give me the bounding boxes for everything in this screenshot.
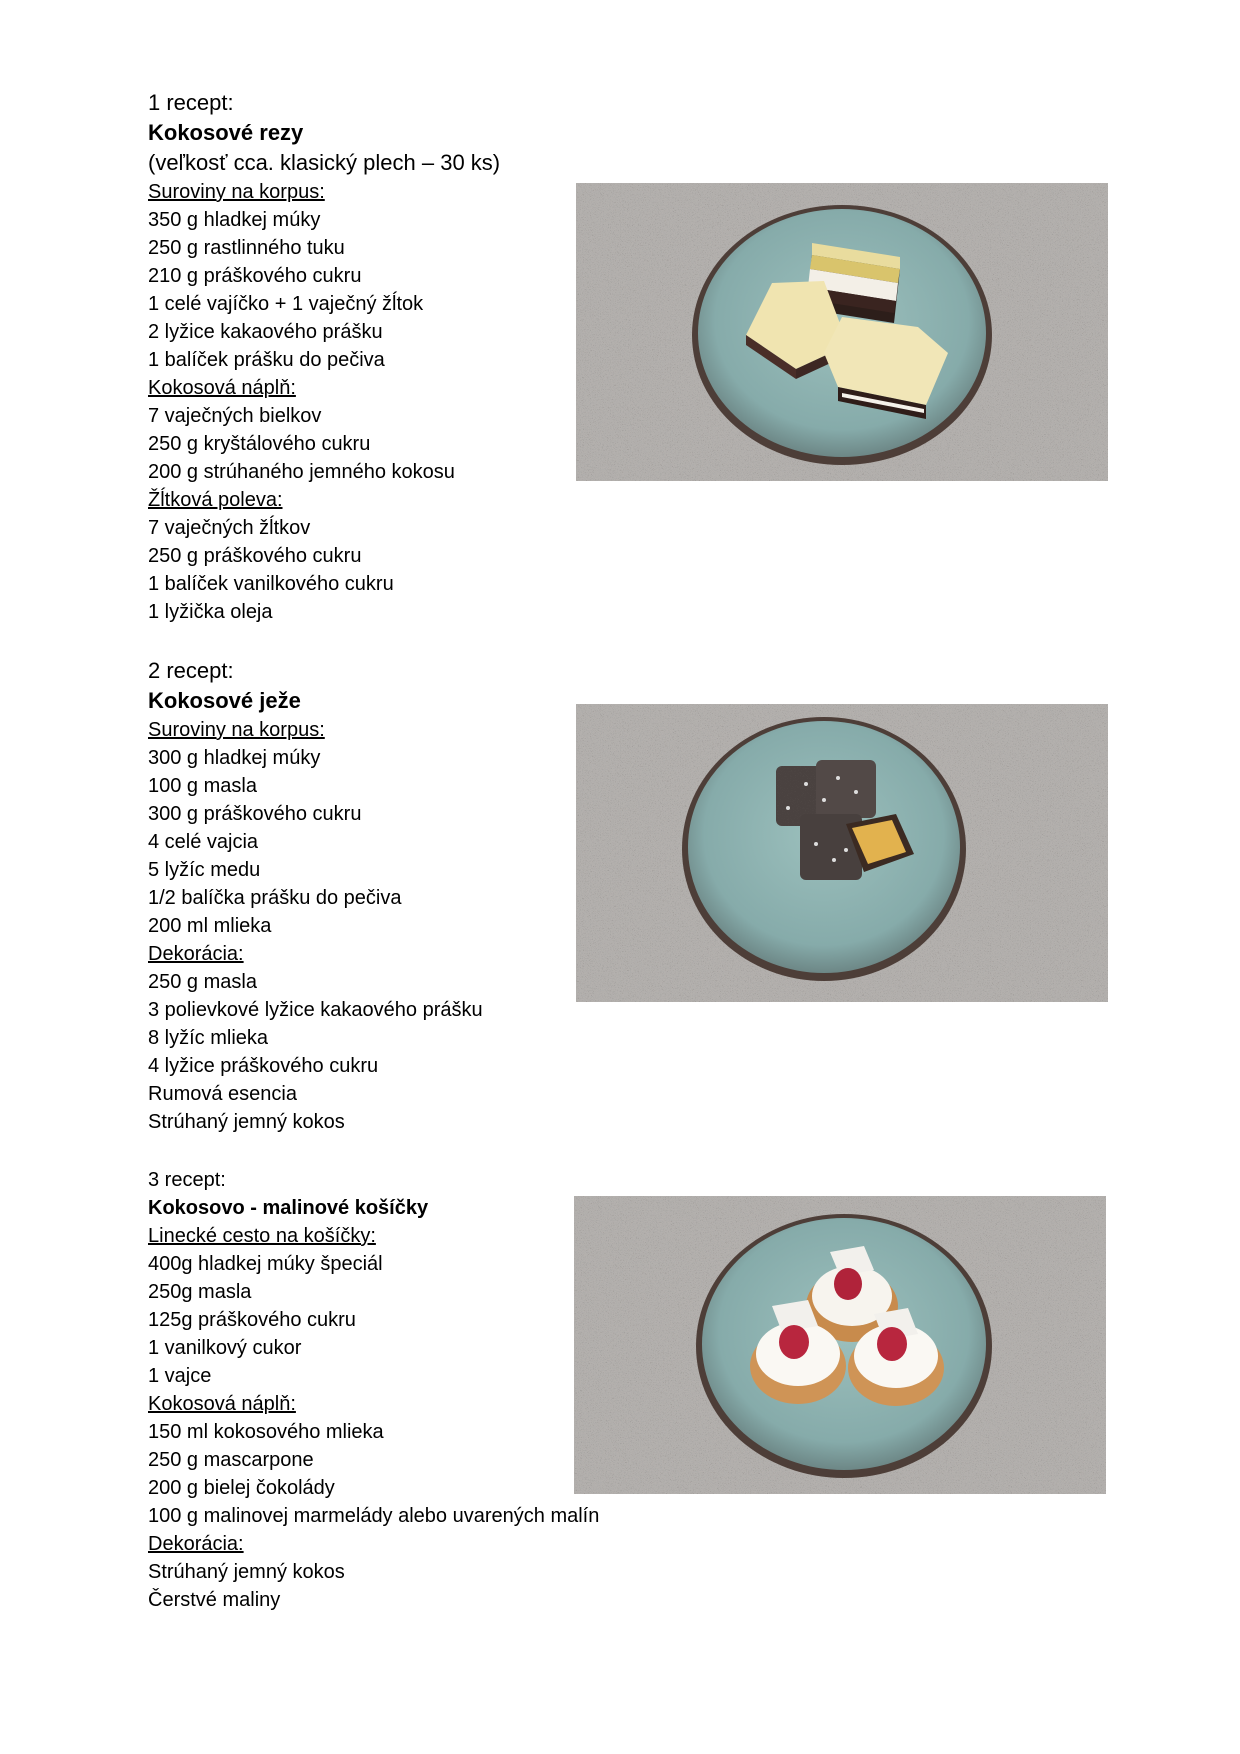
recipe-1 bbox=[148, 88, 500, 626]
ingredient-line: 1 balíček vanilkového cukru bbox=[148, 573, 394, 595]
photo-coconut-hedgehogs bbox=[576, 704, 1108, 1002]
ingredient-line: 1 vajce bbox=[148, 1365, 212, 1387]
ingredient-line: 200 g bielej čokolády bbox=[148, 1477, 335, 1499]
ingredient-line: 250g masla bbox=[148, 1281, 252, 1303]
recipe-title: Kokosovo - malinové košíčky bbox=[148, 1197, 429, 1219]
recipe-size-note: (veľkosť cca. klasický plech – 30 ks) bbox=[148, 150, 501, 175]
recipe-heading: 3 recept: bbox=[148, 1169, 226, 1191]
ingredient-list bbox=[148, 178, 500, 626]
section-label: Suroviny na korpus: bbox=[148, 719, 325, 741]
ingredient-line: 1 celé vajíčko + 1 vaječný žĺtok bbox=[148, 293, 424, 315]
ingredient-line: Čerstvé maliny bbox=[148, 1589, 281, 1611]
ingredient-line: 300 g hladkej múky bbox=[148, 747, 321, 769]
ingredient-line: 250 g rastlinného tuku bbox=[148, 237, 345, 259]
ingredient-line: 250 g práškového cukru bbox=[148, 545, 362, 567]
ingredient-line: 100 g malinovej marmelády alebo uvarených malín bbox=[148, 1505, 600, 1527]
section-label: Suroviny na korpus: bbox=[148, 181, 325, 203]
ingredient-line: 1 balíček prášku do pečiva bbox=[148, 349, 385, 371]
ingredient-line: Strúhaný jemný kokos bbox=[148, 1111, 345, 1133]
ingredient-line: 1/2 balíčka prášku do pečiva bbox=[148, 887, 402, 909]
section-label: Dekorácia: bbox=[148, 1533, 244, 1555]
ingredient-line: 7 vaječných žĺtkov bbox=[148, 517, 311, 539]
ingredient-line: 4 celé vajcia bbox=[148, 831, 259, 853]
ingredient-line: 1 vanilkový cukor bbox=[148, 1337, 302, 1359]
ingredient-line: 200 ml mlieka bbox=[148, 915, 272, 937]
ingredient-line: Strúhaný jemný kokos bbox=[148, 1561, 345, 1583]
ingredient-line: 400g hladkej múky špeciál bbox=[148, 1253, 383, 1275]
ingredient-line: 1 lyžička oleja bbox=[148, 601, 273, 623]
ingredient-line: 200 g strúhaného jemného kokosu bbox=[148, 461, 455, 483]
ingredient-line: 4 lyžice práškového cukru bbox=[148, 1055, 379, 1077]
ingredient-line: 210 g práškového cukru bbox=[148, 265, 362, 287]
recipe-heading: 1 recept: bbox=[148, 90, 234, 115]
ingredient-line: 150 ml kokosového mlieka bbox=[148, 1421, 384, 1443]
section-label: Žĺtková poleva: bbox=[148, 489, 283, 511]
photo-coconut-raspberry-tarts bbox=[574, 1196, 1106, 1494]
section-label: Linecké cesto na košíčky: bbox=[148, 1225, 376, 1247]
ingredient-line: 100 g masla bbox=[148, 775, 257, 797]
recipe-heading: 2 recept: bbox=[148, 658, 234, 683]
recipe-2 bbox=[148, 656, 483, 1136]
ingredient-list bbox=[148, 1222, 599, 1614]
ingredient-line: 250 g masla bbox=[148, 971, 257, 993]
photo-coconut-slices bbox=[576, 183, 1108, 481]
ingredient-line: 350 g hladkej múky bbox=[148, 209, 321, 231]
section-label: Kokosová náplň: bbox=[148, 377, 296, 399]
ingredient-line: 7 vaječných bielkov bbox=[148, 405, 322, 427]
ingredient-line: Rumová esencia bbox=[148, 1083, 297, 1105]
ingredient-line: 125g práškového cukru bbox=[148, 1309, 356, 1331]
recipe-title: Kokosové rezy bbox=[148, 120, 304, 145]
ingredient-line: 5 lyžíc medu bbox=[148, 859, 261, 881]
recipe-3 bbox=[148, 1166, 599, 1614]
ingredient-line: 8 lyžíc mlieka bbox=[148, 1027, 269, 1049]
ingredient-line: 250 g kryštálového cukru bbox=[148, 433, 371, 455]
recipe-title: Kokosové ježe bbox=[148, 688, 301, 713]
ingredient-line: 3 polievkové lyžice kakaového prášku bbox=[148, 999, 483, 1021]
ingredient-list bbox=[148, 716, 483, 1136]
ingredient-line: 300 g práškového cukru bbox=[148, 803, 362, 825]
ingredient-line: 2 lyžice kakaového prášku bbox=[148, 321, 383, 343]
section-label: Kokosová náplň: bbox=[148, 1393, 296, 1415]
section-label: Dekorácia: bbox=[148, 943, 244, 965]
ingredient-line: 250 g mascarpone bbox=[148, 1449, 314, 1471]
